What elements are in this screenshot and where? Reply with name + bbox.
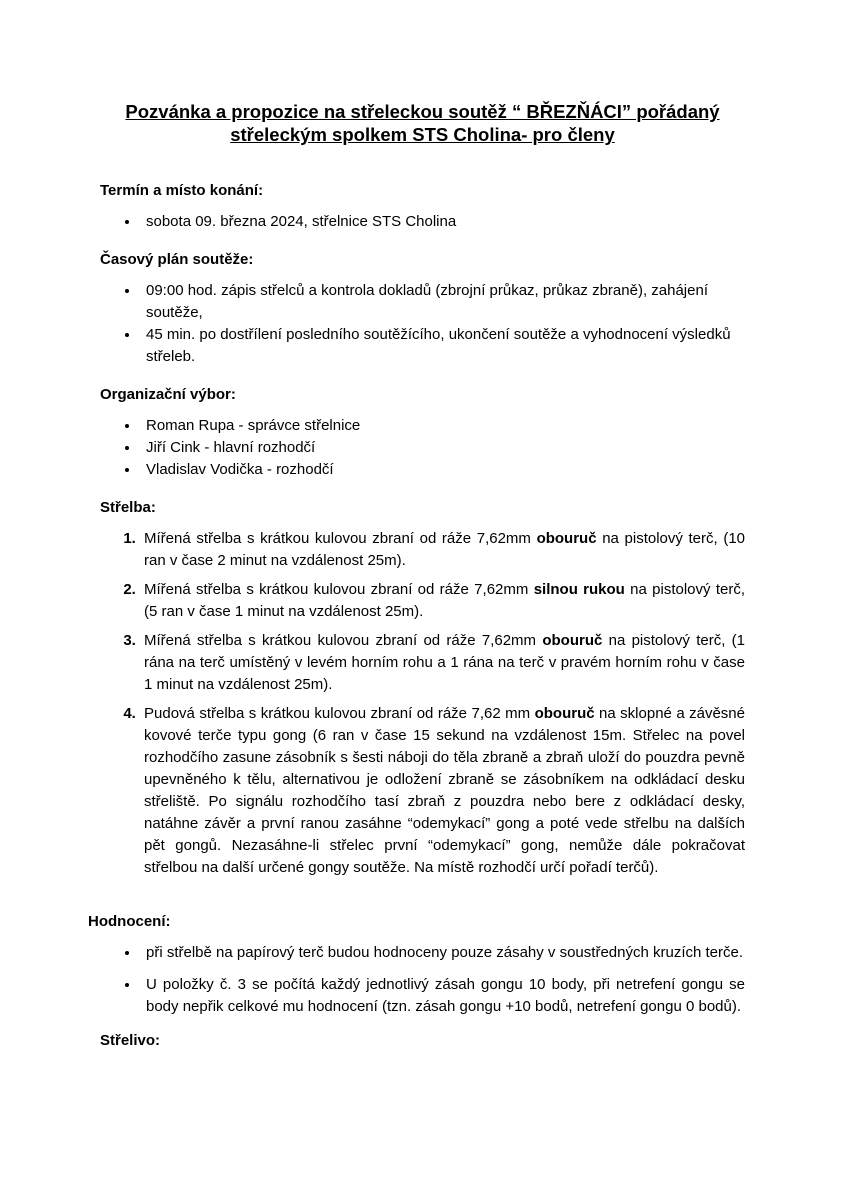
item-text: Mířená střelba s krátkou kulovou zbraní od ráže 7,62mm [144, 530, 537, 547]
list-item: • Vladislav Vodička - rozhodčí [140, 459, 745, 481]
document-title-line-2: střeleckým spolkem STS Cholina- pro členy [230, 124, 615, 145]
heading-hodnoceni: Hodnocení: [88, 913, 171, 930]
organizacni-bullet-list [100, 415, 745, 481]
casovy-bullet-list [100, 280, 745, 368]
heading-strelba: Střelba: [100, 499, 156, 516]
termin-bullet-list [100, 211, 745, 233]
item-bold-text: obouruč [534, 705, 595, 722]
item-text: na sklopné a závěsné kovové terče typu gong (6 ran v čase 15 sekund na vzdálenost 15m. Střelec na povel rozhodčího zasune zásobník s šesti náboji do těla zbraně a zbraň uloží do pouzdra pevně upevněného k tělu, alternativou je odložení zbraně se zásobníkem na odkládací desku střeliště. Po signálu rozhodčího tasí zbraň z pouzdra nebo bere z odkládací desky, natáhne závěr a první ranou zasáhne “odemykací” gong a poté vede střelbu na dalších pět gongů. Nezasáhne-li střelec první “odemykací” gong, nemůže dále pokračovat střelbou na další určené gongy soutěže. Na místě rozhodčí určí pořadí terčů). [144, 705, 745, 876]
section-strelba [100, 499, 745, 879]
numbered-item-2 [140, 579, 745, 623]
numbered-item-3 [140, 630, 745, 696]
item-text: Mířená střelba s krátkou kulovou zbraní od ráže 7,62mm [144, 632, 543, 649]
item-text: na pistolový terč, (5 ran v čase 1 minut na vzdálenost 25m). [144, 581, 746, 620]
numbered-item-1 [140, 528, 745, 572]
list-item: • 09:00 hod. zápis střelců a kontrola dokladů (zbrojní průkaz, průkaz zbraně), zahájení soutěže, [140, 280, 745, 324]
section-organizacni-vybor [100, 386, 745, 481]
section-strelivo [100, 1032, 745, 1049]
strelba-numbered-list [100, 528, 745, 879]
list-item: • U položky č. 3 se počítá každý jednotlivý zásah gongu 10 body, při netrefení gongu se body nepřik celkové mu hodnocení (tzn. zásah gongu +10 bodů, netrefení gongu 0 bodů). [140, 974, 745, 1018]
item-bold-text: silnou rukou [533, 581, 625, 598]
item-text: na pistolový terč, (10 ran v čase 2 minut na vzdálenost 25m). [144, 530, 745, 569]
section-hodnoceni [88, 913, 745, 1018]
item-text: Mířená střelba s krátkou kulovou zbraní od ráže 7,62mm [144, 581, 534, 598]
list-item: • sobota 09. března 2024, střelnice STS Cholina [140, 211, 745, 233]
list-item: • 45 min. po dostřílení posledního soutěžícího, ukončení soutěže a vyhodnocení výsledků střeleb. [140, 324, 745, 368]
document-title [100, 100, 745, 146]
section-casovy-plan [100, 251, 745, 368]
item-bold-text: obouruč [536, 530, 597, 547]
document-title-line-1: Pozvánka a propozice na střeleckou soutěž “ BŘEZŇÁCI” pořádaný [125, 101, 720, 122]
heading-termin-a-misto: Termín a místo konání: [100, 182, 264, 199]
hodnoceni-bullet-list [100, 942, 745, 1018]
item-text: Pudová střelba s krátkou kulovou zbraní od ráže 7,62 mm [144, 705, 535, 722]
section-termin-a-misto [100, 182, 745, 233]
item-bold-text: obouruč [542, 632, 603, 649]
list-item: • Jiří Cink - hlavní rozhodčí [140, 437, 745, 459]
item-text: na pistolový terč, (1 rána na terč umístěný v levém horním rohu a 1 rána na terč v pravém horním rohu v čase 1 minut na vzdálenost 25m). [144, 632, 745, 693]
heading-casovy-plan: Časový plán soutěže: [100, 251, 254, 268]
heading-strelivo: Střelivo: [100, 1032, 161, 1049]
list-item: • Roman Rupa - správce střelnice [140, 415, 745, 437]
list-item: • při střelbě na papírový terč budou hodnoceny pouze zásahy v soustředných kruzích terče. [140, 942, 745, 964]
numbered-item-4 [140, 703, 745, 879]
heading-organizacni-vybor: Organizační výbor: [100, 386, 236, 403]
